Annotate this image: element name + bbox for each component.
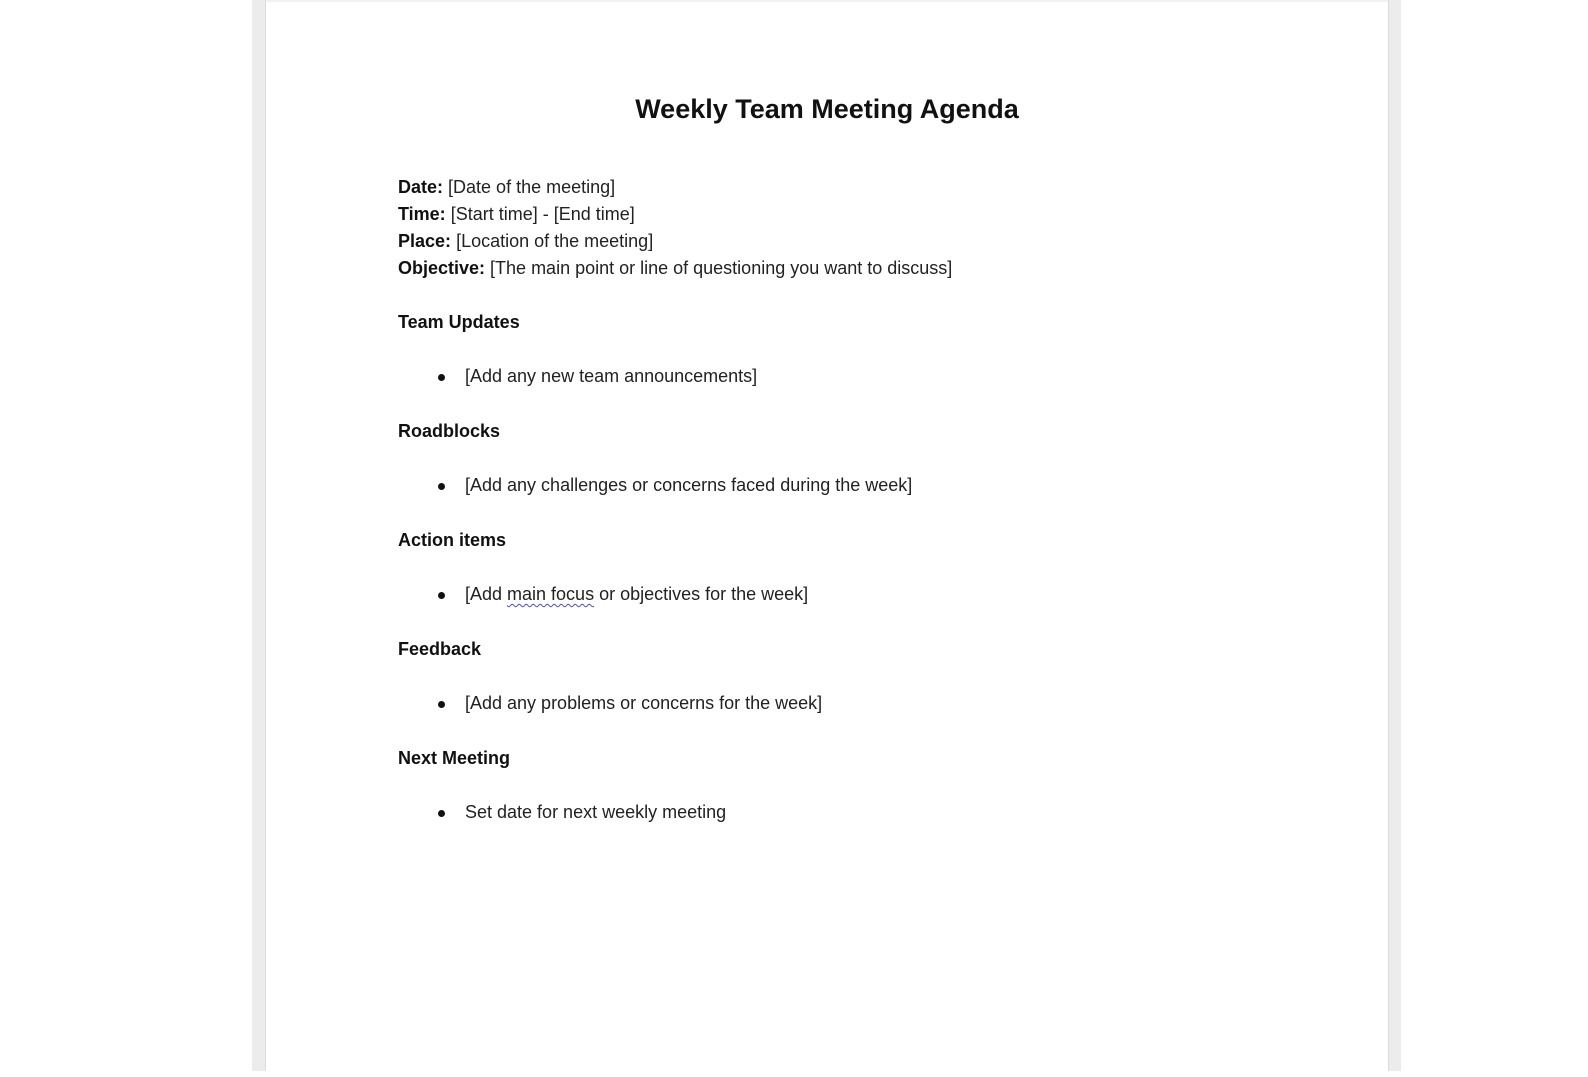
list-item-text: [Add any new team announcements] [465, 366, 758, 386]
time-label: Time: [398, 204, 446, 224]
bullet-icon [438, 810, 445, 817]
document-title: Weekly Team Meeting Agenda [635, 94, 1019, 124]
bullet-icon [438, 374, 445, 381]
date-line [398, 174, 952, 201]
section-heading: Roadblocks [398, 421, 501, 441]
meeting-details [398, 174, 952, 282]
page-gutter-left [252, 0, 266, 1071]
list-item-text: [Add any challenges or concerns faced during the week] [465, 475, 913, 495]
objective-value: [The main point or line of questioning you want to discuss] [490, 258, 953, 278]
section-roadblocks [398, 421, 913, 495]
time-line [398, 201, 952, 228]
document-page[interactable] [266, 0, 1388, 1073]
place-line [398, 228, 952, 255]
section-action-items [398, 530, 809, 604]
page-gutter-right [1388, 0, 1401, 1071]
list-item-text [465, 584, 808, 605]
objective-line [398, 255, 952, 282]
grammar-flagged-text[interactable]: main focus [507, 584, 595, 604]
text-run: or objectives for the week] [594, 584, 809, 604]
section-next-meeting [398, 748, 727, 822]
list-item-text: Set date for next weekly meeting [465, 802, 727, 822]
section-heading: Team Updates [398, 312, 520, 332]
section-heading: Action items [398, 530, 507, 550]
text-run: [Add [465, 584, 508, 604]
time-value: [Start time] - [End time] [450, 204, 635, 224]
section-heading: Next Meeting [398, 748, 511, 768]
bullet-icon [438, 701, 445, 708]
section-heading: Feedback [398, 639, 482, 659]
bullet-icon [438, 592, 445, 599]
place-label: Place: [398, 231, 452, 251]
objective-label: Objective: [398, 258, 486, 278]
section-feedback [398, 639, 823, 713]
list-item-text: [Add any problems or concerns for the week] [465, 693, 823, 713]
date-value: [Date of the meeting] [448, 177, 616, 197]
date-label: Date: [398, 177, 444, 197]
section-team-updates [398, 312, 758, 386]
bullet-icon [438, 483, 445, 490]
place-value: [Location of the meeting] [456, 231, 654, 251]
